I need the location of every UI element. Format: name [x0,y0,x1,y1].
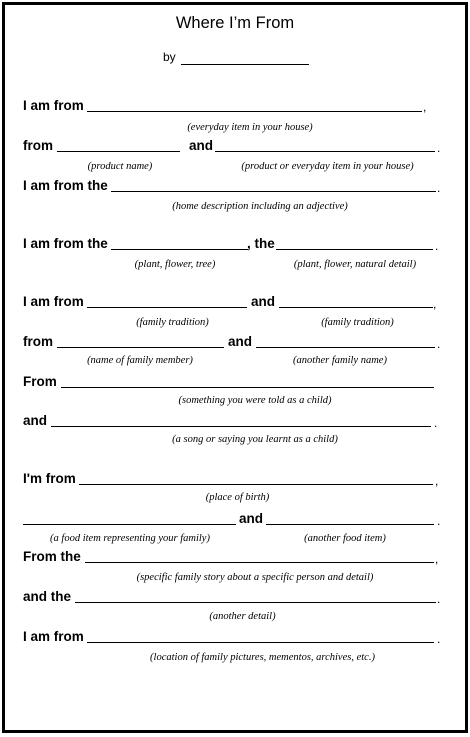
row2-label-b: and [189,138,214,153]
row5-label-a: I am from [23,294,84,309]
row1-hint: (everyday item in your house) [187,122,313,133]
row12-punct: . [437,592,441,606]
row6-hint-a: (name of family member) [87,355,193,366]
food-item-field-1[interactable] [23,524,236,525]
another-detail-field[interactable] [75,602,436,603]
row4-hint-b: (plant, flower, natural detail) [293,259,417,270]
row6-punct: . [437,337,441,351]
row11-punct: , [435,552,439,566]
row10-hint-b: (another food item) [304,533,386,544]
row9-label: I'm from [23,471,76,486]
row13-label: I am from [23,629,84,644]
row8-hint: (a song or saying you learnt as a child) [172,434,338,445]
row7-hint: (something you were told as a child) [178,395,332,406]
family-pictures-location-field[interactable] [87,642,434,643]
page-title: Where I’m From [175,14,295,32]
row4-punct: . [435,239,439,253]
row3-label: I am from the [23,178,108,193]
told-as-child-field[interactable] [61,387,434,388]
row10-label-b: and [239,511,264,526]
row4-label-a: I am from the [23,236,108,251]
product-item-field[interactable] [215,151,435,152]
row8-punct: . [434,416,438,430]
row1-label: I am from [23,98,84,113]
product-name-field[interactable] [57,151,180,152]
row10-punct: . [437,514,441,528]
song-saying-field[interactable] [51,426,431,427]
row12-label: and the [23,589,72,604]
food-item-field-2[interactable] [266,524,434,525]
row13-hint: (location of family pictures, mementos, archives, etc.) [150,652,375,663]
row11-hint: (specific family story about a specific person and detail) [136,572,374,583]
row5-label-b: and [251,294,276,309]
family-member-field[interactable] [57,347,224,348]
row5-hint-a: (family tradition) [136,317,209,328]
row2-label-a: from [23,138,53,153]
row1-punct: , [423,100,427,114]
row5-punct: , [433,297,437,311]
home-description-field[interactable] [111,191,436,192]
family-story-field[interactable] [85,562,434,563]
row4-label-b: , the [247,236,275,251]
row6-label-b: and [228,334,253,349]
row3-hint: (home description including an adjective) [172,201,348,212]
row6-hint-b: (another family name) [293,355,387,366]
row3-punct: . [437,181,441,195]
row13-punct: . [437,632,441,646]
by-label: by [163,50,176,64]
row6-label-a: from [23,334,53,349]
row12-hint: (another detail) [209,611,276,622]
family-name-field[interactable] [256,347,435,348]
plant-field[interactable] [111,249,248,250]
row10-hint-a: (a food item representing your family) [50,533,210,544]
row2-hint-b: (product or everyday item in your house) [241,161,414,172]
author-name-field[interactable] [181,64,309,65]
row4-hint-a: (plant, flower, tree) [134,259,216,270]
birthplace-field[interactable] [79,484,433,485]
row7-label: From [23,374,57,389]
row5-hint-b: (family tradition) [321,317,394,328]
everyday-item-field[interactable] [87,111,422,112]
tradition-field-2[interactable] [279,307,433,308]
row8-label: and [23,413,48,428]
row2-punct: . [437,141,441,155]
row9-punct: , [435,474,439,488]
row11-label: From the [23,549,81,564]
row9-hint: (place of birth) [205,492,270,503]
tradition-field-1[interactable] [87,307,247,308]
row2-hint-a: (product name) [87,161,153,172]
natural-detail-field[interactable] [276,249,433,250]
